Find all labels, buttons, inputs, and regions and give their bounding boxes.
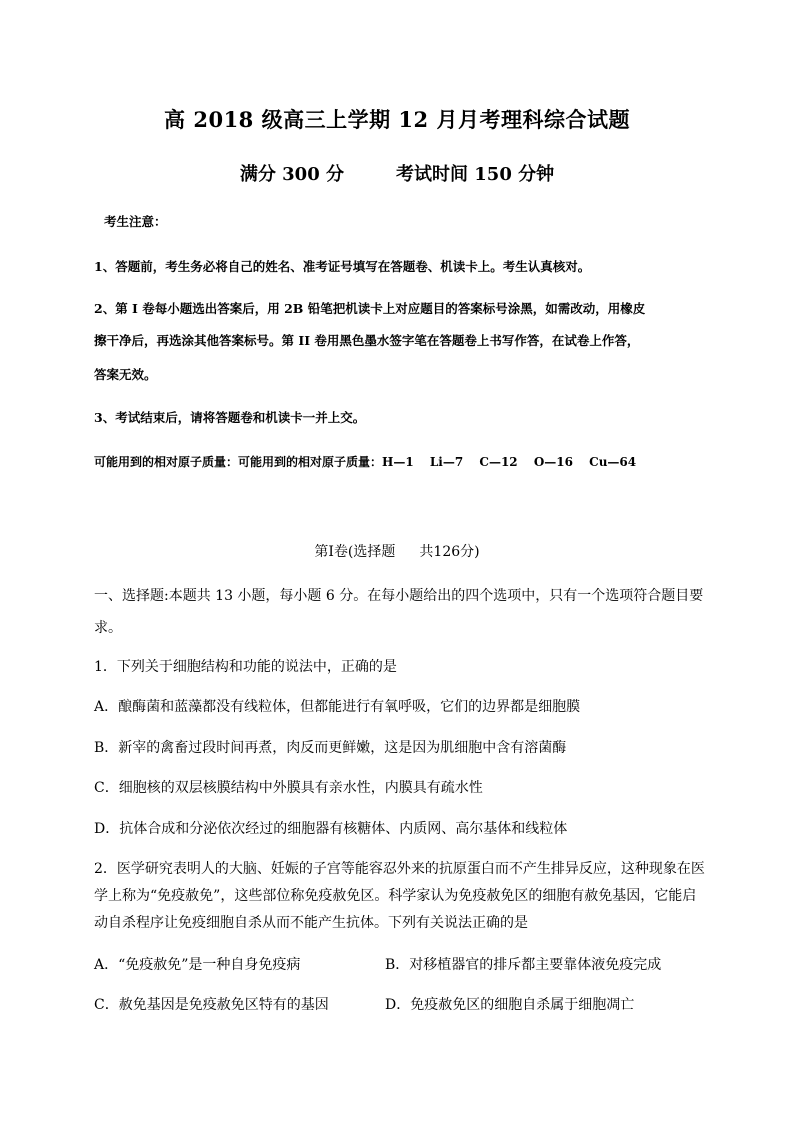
question-2-option-b: B．对移植器官的排斥都主要靠体液免疫完成 bbox=[385, 957, 662, 973]
exam-duration: 考试时间 150 分钟 bbox=[396, 164, 555, 185]
notice-heading: 考生注意： bbox=[104, 214, 167, 229]
question-1-stem: 1．下列关于细胞结构和功能的说法中，正确的是 bbox=[94, 659, 397, 675]
notice-item-2-line-3: 答案无效。 bbox=[94, 367, 157, 382]
total-score: 满分 300 分 bbox=[239, 164, 344, 185]
question-2-option-c: C．赦免基因是免疫赦免区特有的基因 bbox=[94, 997, 329, 1013]
question-1-option-a: A．酿酶菌和蓝藻都没有线粒体，但都能进行有氧呼吸，它们的边界都是细胞膜 bbox=[94, 699, 581, 715]
question-2-stem-line-3: 动自杀程序让免疫细胞自杀从而不能产生抗体。下列有关说法正确的是 bbox=[94, 915, 528, 931]
question-2-stem-line-1: 2．医学研究表明人的大脑、妊娠的子宫等能容忍外来的抗原蛋白而不产生排异反应，这种现象在医 bbox=[94, 861, 705, 877]
section-points: 共126分) bbox=[419, 544, 480, 560]
notice-item-3: 3、考试结束后，请将答题卷和机读卡一并上交。 bbox=[94, 410, 366, 425]
exam-subtitle bbox=[0, 160, 794, 186]
question-2-option-d: D．免疫赦免区的细胞自杀属于细胞凋亡 bbox=[385, 997, 635, 1013]
question-1-option-c: C．细胞核的双层核膜结构中外膜具有亲水性，内膜具有疏水性 bbox=[94, 780, 483, 796]
question-1-option-b: B．新宰的禽畜过段时间再煮，肉反而更鲜嫩，这是因为肌细胞中含有溶菌酶 bbox=[94, 740, 567, 756]
question-2-stem-line-2: 学上称为“免疫赦免”，这些部位称免疫赦免区。科学家认为免疫赦免区的细胞有赦免基因，它能启 bbox=[94, 888, 697, 904]
exam-title: 高 2018 级高三上学期 12 月月考理科综合试题 bbox=[164, 107, 630, 132]
question-1-option-d: D．抗体合成和分泌依次经过的细胞器有核糖体、内质网、高尔基体和线粒体 bbox=[94, 821, 568, 837]
question-2-option-a: A．“免疫赦免”是一种自身免疫病 bbox=[94, 957, 301, 973]
notice-item-2-line-1: 2、第 I 卷每小题选出答案后，用 2B 铅笔把机读卡上对应题目的答案标号涂黑，如需改动，用橡皮 bbox=[94, 301, 646, 316]
section-title: 第Ⅰ卷(选择题 bbox=[314, 544, 396, 560]
atomic-mass-reference: 可能用到的相对原子质量：可能用到的相对原子质量：H—1 Li—7 C—12 O—16 Cu—64 bbox=[94, 455, 637, 469]
part1-intro-line-2: 求。 bbox=[94, 620, 122, 636]
section-heading bbox=[0, 541, 794, 561]
notice-item-1: 1、答题前，考生务必将自己的姓名、准考证号填写在答题卷、机读卡上。考生认真核对。 bbox=[94, 259, 591, 274]
part1-intro-line-1: 一、选择题:本题共 13 小题，每小题 6 分。在每小题给出的四个选项中，只有一个选项符合题目要 bbox=[94, 588, 704, 604]
notice-item-2-line-2: 擦干净后，再选涂其他答案标号。第 II 卷用黑色墨水签字笔在答题卷上书写作答，在试卷上作答， bbox=[94, 333, 640, 348]
